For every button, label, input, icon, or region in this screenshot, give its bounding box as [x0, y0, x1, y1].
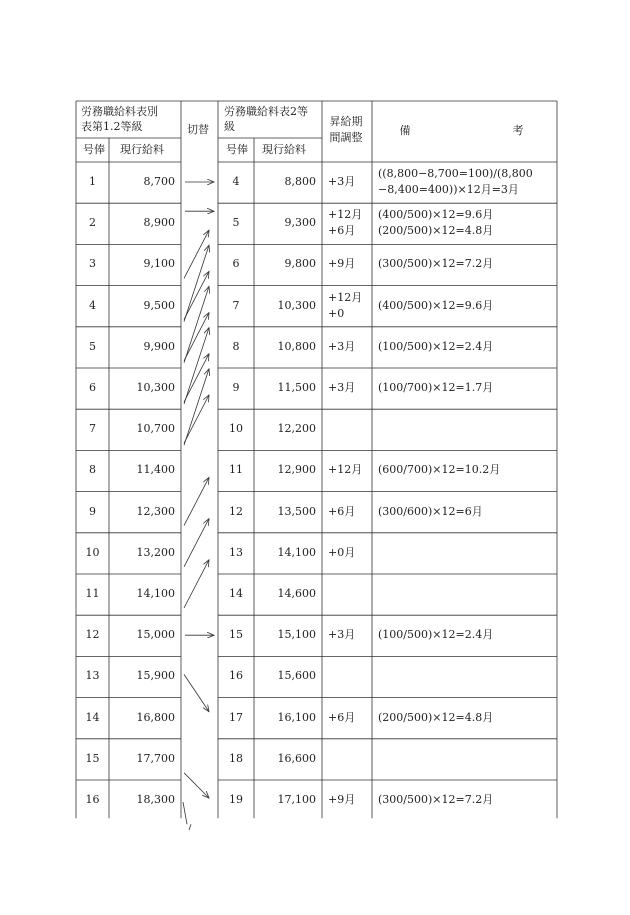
old-grade-cell: 7: [89, 422, 96, 436]
old-grade-cell: 14: [85, 710, 100, 724]
new-grade-cell: 4: [232, 175, 240, 188]
new-salary-cell: 10,300: [277, 298, 316, 312]
adjust-cell-line2: +6月: [328, 224, 356, 238]
switch-arrow: [184, 369, 209, 445]
new-salary-cell: 10,800: [277, 339, 316, 353]
old-grade-cell: 5: [89, 339, 96, 353]
new-grade-cell: 16: [229, 669, 243, 683]
new-grade-cell: 9: [232, 381, 240, 394]
switch-header: 切替: [187, 123, 209, 136]
old-grade-cell: 8: [89, 463, 96, 477]
new-salary-cell: 8,800: [284, 175, 316, 188]
old-salary-cell: 10,300: [136, 381, 175, 394]
new-grade-cell: 10: [229, 422, 243, 436]
adjust-cell-line1: +12月: [328, 208, 363, 222]
new-grade-cell: 6: [232, 257, 240, 271]
old-salary-cell: 16,800: [136, 710, 175, 724]
switch-arrow: [189, 824, 191, 830]
new-grade-cell: 14: [229, 587, 243, 600]
old-grade-cell: 11: [85, 587, 100, 600]
new-grade-cell: 18: [229, 751, 243, 765]
adjust-cell: +3月: [328, 628, 356, 642]
old-grade-col-header: 号俸: [83, 143, 105, 156]
switch-arrow: [184, 354, 209, 402]
old-salary-col-header: 現行給料: [120, 143, 164, 156]
adjust-cell-line2: +0: [328, 306, 345, 320]
old-grade-cell: 6: [89, 381, 96, 394]
remarks-cell: (300/500)×12=7.2月: [378, 257, 494, 271]
old-salary-cell: 14,100: [136, 587, 175, 600]
new-salary-cell: 9,300: [284, 216, 316, 230]
new-salary-cell: 12,900: [277, 463, 316, 477]
new-salary-cell: 12,200: [277, 422, 316, 436]
switch-arrow: [184, 674, 209, 711]
new-grade-cell: 5: [232, 216, 240, 230]
old-grade-cell: 12: [85, 628, 100, 642]
switch-arrow: [184, 328, 209, 404]
new-grade-col-header: 号俸: [226, 143, 248, 156]
switch-arrow: [184, 560, 209, 608]
old-salary-cell: 18,300: [136, 793, 175, 806]
new-salary-cell: 17,100: [277, 793, 316, 806]
adjust-cell: +3月: [328, 381, 356, 394]
new-table-title-line1: 労務職給料表2等: [224, 105, 308, 118]
old-salary-cell: 8,700: [143, 175, 175, 188]
old-salary-cell: 9,100: [143, 257, 175, 271]
remarks-cell-line2: (200/500)×12=4.8月: [378, 224, 494, 238]
new-salary-cell: 16,100: [277, 710, 316, 724]
new-grade-cell: 12: [229, 504, 243, 518]
new-salary-cell: 16,600: [277, 751, 316, 765]
new-table-title-line2: 級: [224, 120, 235, 133]
new-salary-cell: 14,100: [277, 545, 316, 559]
old-salary-cell: 12,300: [136, 504, 175, 518]
old-salary-cell: 11,400: [136, 463, 175, 477]
new-salary-cell: 15,100: [277, 628, 316, 642]
adjust-cell: +6月: [328, 710, 356, 724]
switch-arrow: [184, 395, 209, 443]
old-grade-cell: 9: [89, 504, 96, 518]
new-salary-cell: 14,600: [277, 587, 316, 600]
adjust-cell: +6月: [328, 504, 356, 518]
adjust-cell: +3月: [328, 175, 356, 188]
switch-arrow: [184, 313, 209, 361]
switch-arrow: [184, 519, 209, 567]
switch-arrow: [184, 286, 209, 362]
old-grade-cell: 13: [85, 669, 100, 683]
old-salary-cell: 8,900: [143, 216, 175, 230]
adjust-cell: +3月: [328, 339, 356, 353]
adjust-cell-line1: +12月: [328, 290, 363, 304]
new-grade-cell: 8: [232, 339, 240, 353]
new-grade-cell: 19: [229, 793, 243, 806]
period-adjust-header-2: 間調整: [329, 131, 363, 144]
new-salary-cell: 11,500: [277, 381, 316, 394]
remarks-cell: (100/700)×12=1.7月: [378, 381, 494, 394]
old-grade-cell: 1: [89, 175, 96, 188]
old-grade-cell: 15: [85, 751, 100, 765]
adjust-cell: +0月: [328, 545, 356, 559]
switch-arrow: [183, 802, 187, 824]
switch-arrow: [184, 230, 209, 278]
old-grade-cell: 10: [85, 545, 100, 559]
old-salary-cell: 13,200: [136, 545, 175, 559]
old-table-title-line1: 労務職給料表別: [81, 105, 158, 118]
old-table-title-line2: 表第1.2等級: [81, 120, 143, 133]
switch-arrow: [184, 271, 209, 319]
new-salary-cell: 13,500: [277, 504, 316, 518]
new-salary-cell: 9,800: [284, 257, 316, 271]
remarks-cell: (200/500)×12=4.8月: [378, 710, 494, 724]
period-adjust-header-1: 昇給期: [329, 115, 363, 128]
old-salary-cell: 15,000: [136, 628, 175, 642]
old-salary-cell: 15,900: [136, 669, 175, 683]
adjust-cell: +9月: [328, 793, 356, 806]
new-grade-cell: 11: [229, 463, 243, 477]
remarks-cell: (100/500)×12=2.4月: [378, 628, 494, 642]
old-salary-cell: 9,900: [143, 339, 175, 353]
adjust-cell: +9月: [328, 257, 356, 271]
new-salary-cell: 15,600: [277, 669, 316, 683]
switch-arrow: [184, 773, 209, 798]
old-grade-cell: 16: [85, 793, 100, 806]
new-grade-cell: 7: [232, 298, 240, 312]
old-salary-cell: 9,500: [143, 298, 175, 312]
new-grade-cell: 15: [229, 628, 243, 642]
new-grade-cell: 13: [229, 545, 243, 559]
remarks-header-1: 備: [399, 124, 411, 137]
remarks-cell: (400/500)×12=9.6月: [378, 298, 494, 312]
new-grade-cell: 17: [229, 710, 243, 724]
remarks-cell: (300/500)×12=7.2月: [378, 793, 494, 806]
remarks-cell-line2: −8,400=400))×12月=3月: [378, 183, 519, 196]
remarks-header-2: 考: [512, 124, 524, 137]
remarks-cell: (100/500)×12=2.4月: [378, 339, 494, 353]
switch-arrow: [184, 245, 209, 321]
old-salary-cell: 17,700: [136, 751, 175, 765]
old-grade-cell: 3: [89, 257, 96, 271]
new-salary-col-header: 現行給料: [262, 143, 306, 156]
remarks-cell-line1: ((8,800−8,700=100)/(8,800: [378, 167, 533, 180]
old-salary-cell: 10,700: [136, 422, 175, 436]
old-grade-cell: 4: [89, 298, 96, 312]
switch-arrow: [184, 477, 209, 525]
remarks-cell: (300/600)×12=6月: [378, 504, 483, 518]
remarks-cell-line1: (400/500)×12=9.6月: [378, 208, 494, 222]
adjust-cell: +12月: [328, 463, 363, 477]
remarks-cell: (600/700)×12=10.2月: [378, 463, 501, 477]
old-grade-cell: 2: [89, 216, 96, 230]
